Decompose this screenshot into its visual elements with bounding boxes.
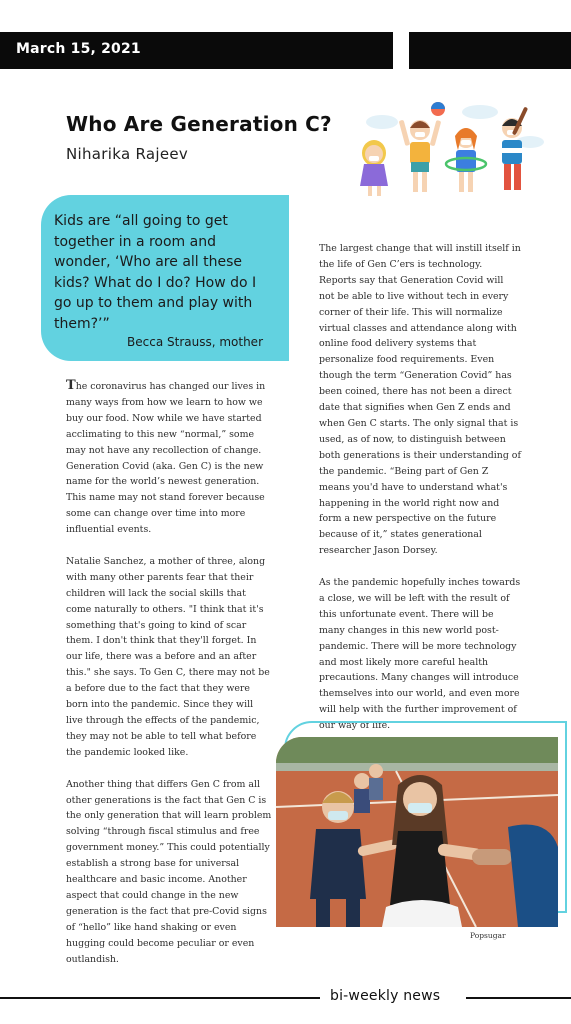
kids-illustration: [352, 98, 544, 202]
article-author: Niharika Rajeev: [66, 145, 189, 163]
pull-quote-attribution: Becca Strauss, mother: [127, 335, 263, 349]
kids-elbow-bump-photo: [276, 737, 558, 927]
header-bar: [0, 32, 393, 69]
issue-date: March 15, 2021: [16, 41, 141, 57]
article-body-right: [319, 241, 521, 750]
paragraph: The largest change that will instill itself in the life of Gen C’ers is technology. Reports say that Generation Covid will not be able to live without tech in every corner of their life. This will normalize virtual classes and attendance along with online food delivery systems that personalize food requirements. Even though the term “Generation Covid” has been coined, there has not been a direct date that signifies when Gen Z ends and when Gen C starts. The only signal that is used, as of now, to distinguish between both generations is their understanding of the pandemic. “Being part of Gen Z means you'd have to understand what's happening in the world right now and form a new perspective on the future because of it,” states generational researcher Jason Dorsey.: [319, 243, 521, 557]
header-bar-right: [409, 32, 571, 69]
paragraph: Natalie Sanchez, a mother of three, along with many other parents fear that their children will lack the social skills that come naturally to others. "I think that it's something that's going to kind of scar them. I don't think that they'll forget. In our life, there was a before and an after this." she says. To Gen C, there may not be a before due to the fact that they were born into the pandemic. Since they will live through the effects of the pandemic, they may not be able to tell what before the pandemic looked like.: [66, 555, 270, 758]
article-body-left: [66, 378, 272, 983]
pull-quote-text: Kids are “all going to get together in a room and wonder, ‘Who are all these kids? What do I do? How do I go up to them and play with them?’”: [54, 213, 257, 332]
paragraph: Another thing that differs Gen C from all other generations is the fact that Gen C is the only generation that will learn problem solving “through fiscal stimulus and free government money.” This could potentially establish a strong base for universal healthcare and basic income. Another aspect that could change in the new generation is the fact that pre-Covid signs of “hello” like hand shaking or even hugging could become peculiar or even outlandish.: [66, 778, 272, 965]
photo-credit: Popsugar: [470, 931, 506, 940]
paragraph: As the pandemic hopefully inches towards a close, we will be left with the result of this unfortunate event. There will be many changes in this new world post-pandemic. There will be more technology and most likely more careful health precautions. Many changes will introduce themselves into our world, and even more will help with the further improvement of our way of life.: [319, 577, 521, 732]
pull-quote: [41, 195, 289, 361]
paragraph: [66, 378, 272, 538]
footer-rule-left: [0, 997, 320, 999]
paragraph-text: he coronavirus has changed our lives in many ways from how we learn to how we buy our food. Now while we have started acclimating to this new “normal,” some may not have any recollection of change. Generation Covid (aka. Gen C) is the new name for the world’s newest generation. This name may not stand forever because some can change over time into more influential events.: [66, 381, 266, 536]
footer-label: bi-weekly news: [330, 988, 441, 1004]
article-title: Who Are Generation C?: [66, 112, 332, 136]
footer-rule-right: [466, 997, 571, 999]
drop-cap: T: [66, 378, 76, 393]
